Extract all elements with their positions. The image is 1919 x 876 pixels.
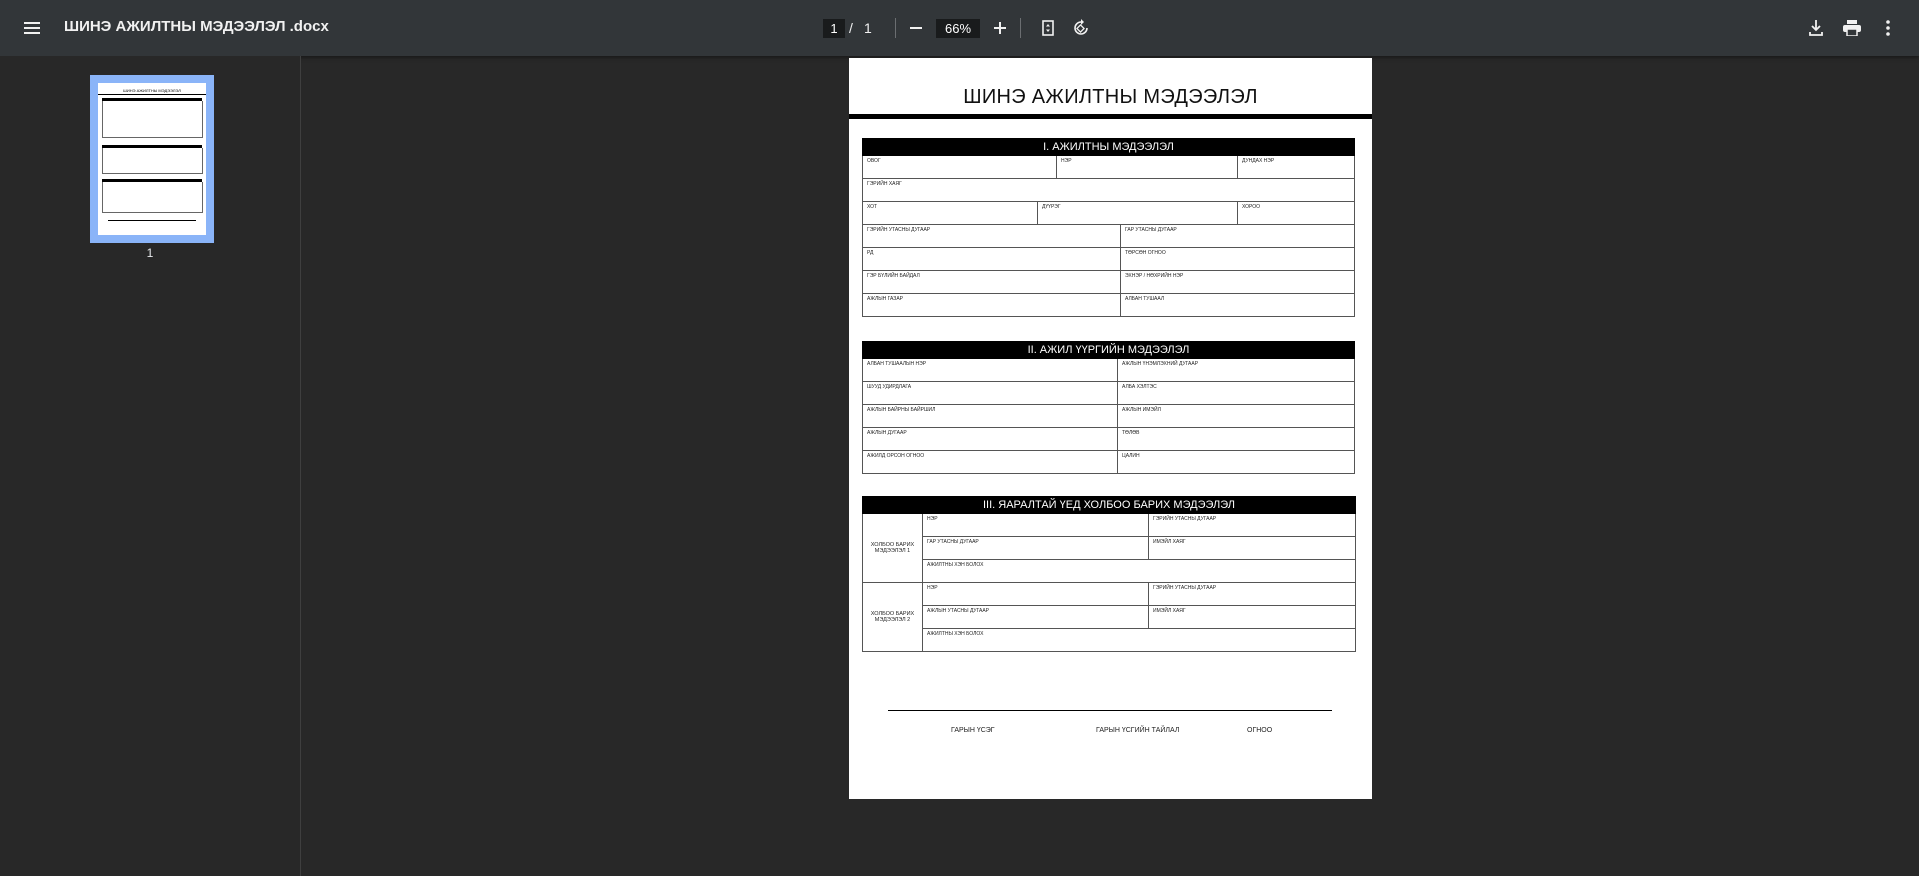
field-ajlyn-email[interactable]: АЖЛЫН ИМЭЙЛ: [1122, 407, 1161, 413]
section-heading: III. ЯАРАЛТАЙ ҮЕД ХОЛБОО БАРИХ МЭДЭЭЛЭЛ: [862, 496, 1356, 514]
section-heading: II. АЖИЛ ҮҮРГИЙН МЭДЭЭЛЭЛ: [862, 341, 1355, 359]
document-page: [849, 58, 1372, 799]
contact-2-label: ХОЛБОО БАРИХ МЭДЭЭЛЭЛ 2: [863, 583, 923, 651]
field-tuluv[interactable]: ТӨЛӨВ: [1122, 430, 1140, 436]
fit-page-icon[interactable]: [1032, 12, 1064, 44]
field-contact2-ajlyn-utas[interactable]: АЖЛЫН УТАСНЫ ДУГААР: [923, 606, 1149, 628]
field-rd[interactable]: РД: [863, 248, 1121, 270]
field-alban-tushaal[interactable]: АЛБАН ТУШААЛ: [1125, 296, 1165, 302]
field-ner[interactable]: НЭР: [1057, 156, 1238, 178]
field-contact1-ner[interactable]: НЭР: [923, 514, 1149, 536]
page-thumbnail[interactable]: [90, 75, 214, 243]
title-rule: [849, 114, 1372, 119]
print-icon[interactable]: [1836, 12, 1868, 44]
plus-icon[interactable]: [984, 12, 1016, 44]
field-geriin-utas[interactable]: ГЭРИЙН УТАСНЫ ДУГААР: [863, 225, 1121, 247]
field-alban-tushaal-ner[interactable]: АЛБАН ТУШААЛЫН НЭР: [863, 359, 1118, 381]
page-number-input[interactable]: 1: [823, 19, 845, 38]
field-geriin-hayag[interactable]: ГЭРИЙН ХАЯГ: [867, 181, 902, 187]
field-contact2-email[interactable]: ИМЭЙЛ ХАЯГ: [1153, 608, 1186, 614]
toolbar-divider: [895, 18, 896, 38]
section-job-info: [862, 341, 1355, 474]
field-ajlyn-dugaar[interactable]: АЖЛЫН ДУГААР: [863, 428, 1118, 450]
field-contact2-holboo[interactable]: АЖИЛТНЫ ХЭН БОЛОХ: [927, 631, 984, 637]
thumbnail-preview: [98, 83, 206, 235]
field-contact1-gar-utas[interactable]: ГАР УТАСНЫ ДУГААР: [923, 537, 1149, 559]
zoom-input[interactable]: 66%: [936, 19, 980, 38]
field-contact2-ner[interactable]: НЭР: [923, 583, 1149, 605]
page-separator: /: [849, 20, 853, 36]
signature-line: [888, 710, 1332, 711]
signature-label: ГАРЫН ҮСЭГ: [951, 727, 995, 734]
field-ovog[interactable]: ОВОГ: [863, 156, 1057, 178]
page-title: ШИНЭ АЖИЛТНЫ МЭДЭЭЛЭЛ: [963, 86, 1258, 108]
field-unemleh[interactable]: АЖЛЫН ҮНЭМЛЭХНИЙ ДУГААР: [1122, 361, 1199, 367]
field-hot[interactable]: ХОТ: [863, 202, 1038, 224]
field-tsalin[interactable]: ЦАЛИН: [1122, 453, 1140, 459]
field-contact1-geriin-utas[interactable]: ГЭРИЙН УТАСНЫ ДУГААР: [1153, 516, 1217, 522]
field-horoo[interactable]: ХОРОО: [1242, 204, 1261, 210]
field-duureg[interactable]: ДҮҮРЭГ: [1038, 202, 1238, 224]
download-icon[interactable]: [1800, 12, 1832, 44]
thumbnail-sidebar: [0, 56, 301, 876]
thumbnail-page-number: 1: [146, 246, 154, 260]
signature-date-label: ОГНОО: [1247, 727, 1273, 734]
more-vert-icon[interactable]: [1872, 12, 1904, 44]
field-tursun-ognoo[interactable]: ТӨРСӨН ОГНОО: [1125, 250, 1166, 256]
signature-name-label: ГАРЫН ҮСГИЙН ТАЙЛАЛ: [1096, 727, 1180, 734]
field-shuud-udirdlaga[interactable]: ШУУД УДИРДЛАГА: [863, 382, 1118, 404]
field-ger-bul[interactable]: ГЭР БҮЛИЙН БАЙДАЛ: [863, 271, 1121, 293]
minus-icon[interactable]: [900, 12, 932, 44]
field-ajil-gazar[interactable]: АЖЛЫН ГАЗАР: [863, 294, 1121, 316]
viewer-toolbar: [0, 0, 1919, 56]
thumbnail-title: ШИНЭ АЖИЛТНЫ МЭДЭЭЛЭЛ: [123, 88, 181, 93]
document-title: ШИНЭ АЖИЛТНЫ МЭДЭЭЛЭЛ .docx: [64, 18, 329, 35]
toolbar-divider: [1020, 18, 1021, 38]
section-employee-info: [862, 138, 1355, 317]
menu-icon[interactable]: [16, 12, 48, 44]
field-contact1-email[interactable]: ИМЭЙЛ ХАЯГ: [1153, 539, 1186, 545]
field-ehner-nohor[interactable]: ЭХНЭР / НӨХРИЙН НЭР: [1125, 273, 1184, 279]
rotate-icon[interactable]: [1065, 12, 1097, 44]
field-contact2-geriin-utas[interactable]: ГЭРИЙН УТАСНЫ ДУГААР: [1153, 585, 1217, 591]
section-heading: I. АЖИЛТНЫ МЭДЭЭЛЭЛ: [862, 138, 1355, 156]
contact-1-label: ХОЛБОО БАРИХ МЭДЭЭЛЭЛ 1: [863, 514, 923, 582]
field-gar-utas[interactable]: ГАР УТАСНЫ ДУГААР: [1125, 227, 1177, 233]
field-ajlyn-bair[interactable]: АЖЛЫН БАЙРНЫ БАЙРШИЛ: [863, 405, 1118, 427]
field-alba-heltes[interactable]: АЛБА ХЭЛТЭС: [1122, 384, 1157, 390]
field-orson-ognoo[interactable]: АЖИЛД ОРСОН ОГНОО: [863, 451, 1118, 473]
section-emergency-contact: [862, 496, 1356, 652]
page-total: 1: [864, 20, 872, 36]
field-dund-ner[interactable]: ДУНДАХ НЭР: [1242, 158, 1275, 164]
field-contact1-holboo[interactable]: АЖИЛТНЫ ХЭН БОЛОХ: [927, 562, 984, 568]
